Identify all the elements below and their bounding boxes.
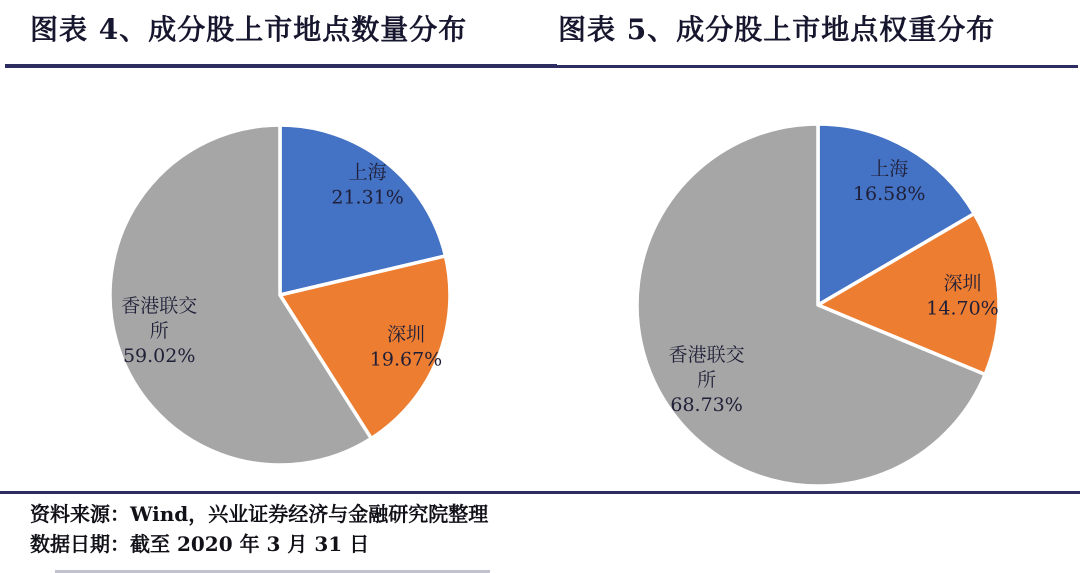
pie-slice-label: 深圳 14.70% bbox=[926, 272, 999, 320]
pie-slice-label: 香港联交所 68.73% bbox=[668, 344, 745, 416]
pie-slice-label: 深圳 19.67% bbox=[369, 323, 443, 371]
pie-chart-listing-weight bbox=[540, 78, 1080, 488]
title-underline-right bbox=[557, 65, 1078, 68]
chart-5-title: 图表 5、成分股上市地点权重分布 bbox=[558, 13, 996, 46]
pie-slice-label: 上海 16.58% bbox=[852, 158, 926, 206]
footer-divider bbox=[0, 491, 1080, 494]
chart-4-title: 图表 4、成分股上市地点数量分布 bbox=[30, 13, 468, 46]
data-source-line: 资料来源：Wind，兴业证券经济与金融研究院整理 bbox=[30, 502, 489, 526]
pie-chart-listing-count bbox=[0, 78, 540, 488]
pie-slice-label: 香港联交所 59.02% bbox=[121, 294, 198, 367]
title-underline-left bbox=[5, 64, 557, 68]
data-date-line: 数据日期：截至 2020 年 3 月 31 日 bbox=[30, 532, 370, 556]
pie-slice-label: 上海 21.31% bbox=[331, 161, 404, 209]
